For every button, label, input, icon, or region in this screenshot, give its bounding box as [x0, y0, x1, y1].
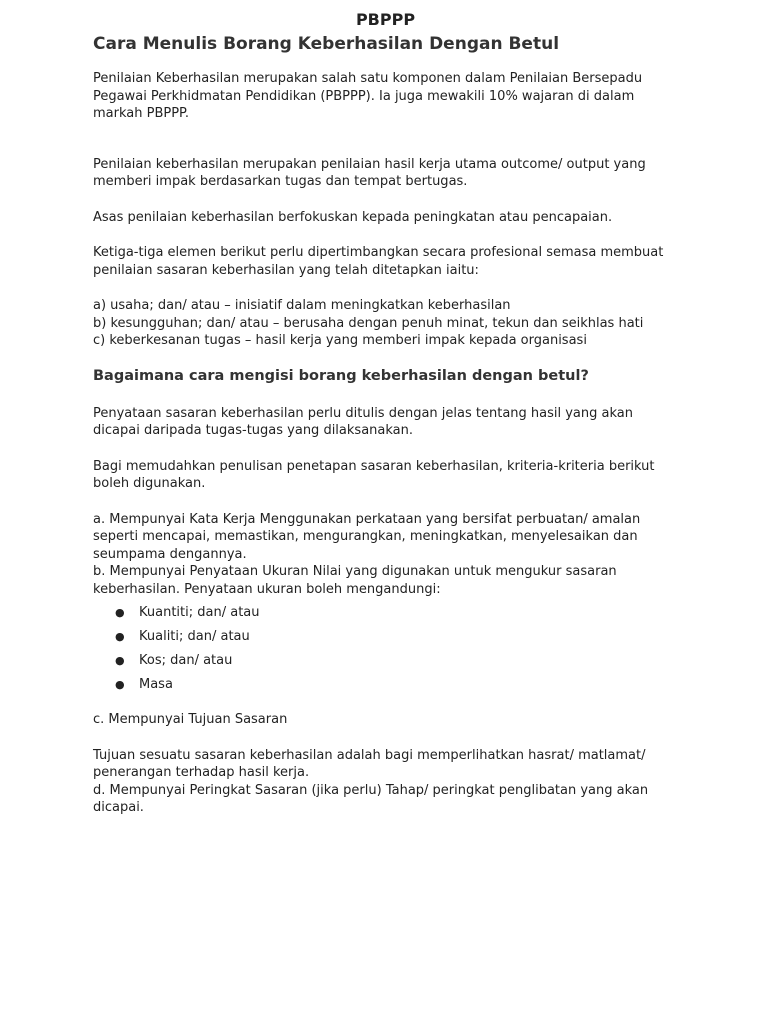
section-heading: Bagaimana cara mengisi borang keberhasilan dengan betul?	[93, 367, 589, 384]
document-title: PBPPP	[355, 10, 416, 29]
intro-paragraph: Penilaian Keberhasilan merupakan salah satu komponen dalam Penilaian Bersepadu Pegawai Perkhidmatan Pendidikan (PBPPP). Ia juga mewakili 10% wajaran di dalam markah PBPPP.	[93, 71, 643, 121]
criteria-intro-paragraph: Bagi memudahkan penulisan penetapan sasaran keberhasilan, kriteria-kriteria berikut boleh digunakan.	[93, 458, 655, 491]
element-item: a) usaha; dan/ atau – inisiatif dalam meningkatkan keberhasilan	[93, 298, 511, 313]
criteria-b: b. Mempunyai Penyataan Ukuran Nilai yang digunakan untuk mengukur sasaran keberhasilan. Penyataan ukuran boleh mengandungi:	[93, 564, 617, 597]
measurement-list	[93, 604, 678, 700]
element-item: c) keberkesanan tugas – hasil kerja yang memberi impak kepada organisasi	[93, 333, 587, 348]
criteria-a: a. Mempunyai Kata Kerja Menggunakan perkataan yang bersifat perbuatan/ amalan seperti mencapai, memastikan, mengurangkan, meningkatkan, menyelesaikan dan seumpama dengannya.	[93, 511, 641, 562]
criteria-d: d. Mempunyai Peringkat Sasaran (jika perlu) Tahap/ peringkat penglibatan yang akan dicapai.	[93, 782, 649, 815]
bullet-icon: ●	[115, 630, 125, 643]
list-item: ● Kualiti; dan/ atau	[115, 629, 250, 644]
element-item: b) kesungguhan; dan/ atau – berusaha dengan penuh minat, tekun dan seikhlas hati	[93, 315, 644, 331]
definition-paragraph: Penilaian keberhasilan merupakan penilaian hasil kerja utama outcome/ output yang memberi impak berdasarkan tugas dan tempat bertugas.	[93, 156, 646, 189]
list-item: ● Kuantiti; dan/ atau	[115, 605, 260, 620]
document-page	[93, 10, 678, 817]
list-item: ● Kos; dan/ atau	[115, 653, 233, 668]
bullet-icon: ●	[115, 678, 125, 691]
criteria-c: c. Mempunyai Tujuan Sasaran	[93, 712, 288, 727]
purpose-paragraph: Tujuan sesuatu sasaran keberhasilan adalah bagi memperlihatkan hasrat/ matlamat/ penerangan terhadap hasil kerja.	[93, 747, 646, 780]
bullet-icon: ●	[115, 654, 125, 667]
basis-paragraph: Asas penilaian keberhasilan berfokuskan kepada peningkatan atau pencapaian.	[93, 209, 613, 225]
document-subtitle: Cara Menulis Borang Keberhasilan Dengan Betul	[93, 34, 560, 54]
statement-paragraph: Penyataan sasaran keberhasilan perlu ditulis dengan jelas tentang hasil yang akan dicapai daripada tugas-tugas yang dilaksanakan.	[93, 405, 633, 438]
bullet-icon: ●	[115, 606, 125, 619]
list-item: ● Masa	[115, 677, 173, 692]
elements-intro-paragraph: Ketiga-tiga elemen berikut perlu dipertimbangkan secara profesional semasa membuat penilaian sasaran keberhasilan yang telah ditetapkan iaitu:	[93, 245, 664, 278]
